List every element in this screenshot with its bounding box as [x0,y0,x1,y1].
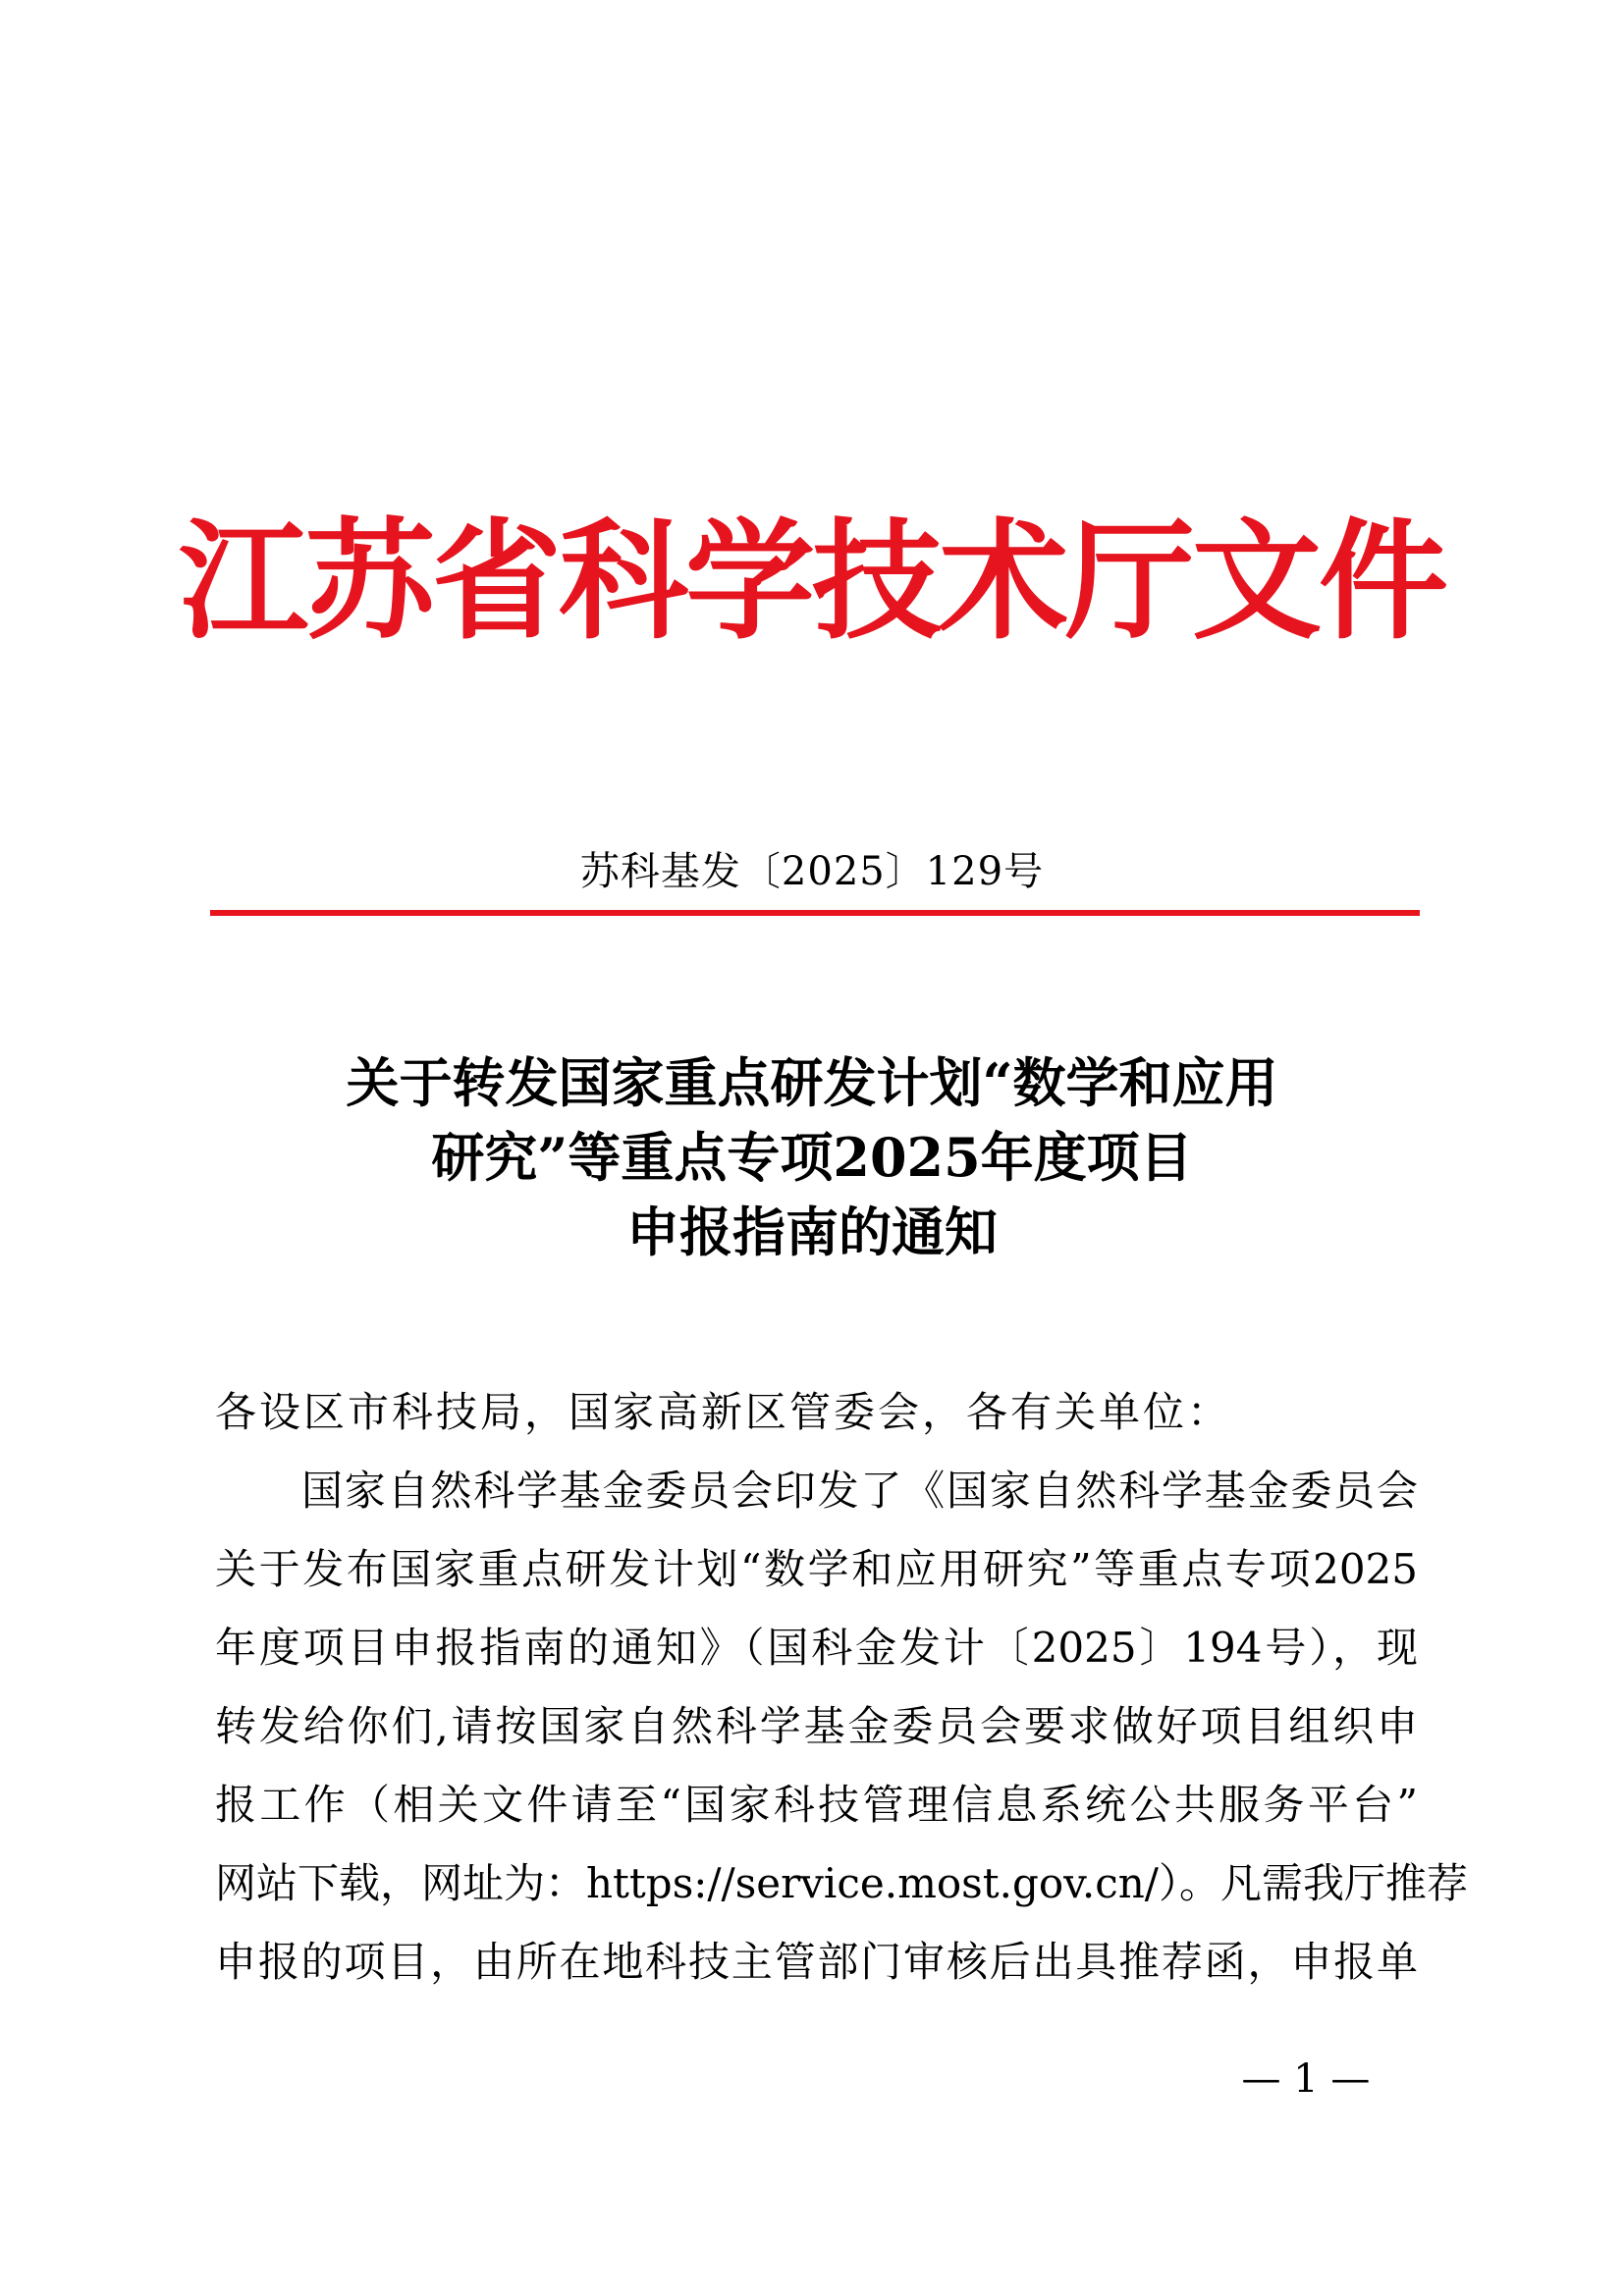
body-line: 申报的项目，由所在地科技主管部门审核后出具推荐函，申报单 [215,1938,1418,1986]
body-line: 关于发布国家重点研发计划“数学和应用研究”等重点专项2025 [215,1545,1418,1593]
document-number: 苏科基发〔2025〕129号 [579,849,1045,894]
notice-title-line: 申报指南的通知 [626,1201,998,1263]
salutation: 各设区市科技局，国家高新区管委会，各有关单位： [215,1388,1232,1436]
body-line: 国家自然科学基金委员会印发了《国家自然科学基金委员会 [301,1467,1418,1515]
body-line: 网站下载，网址为：https://service.most.gov.cn/）。凡需我厅推荐 [215,1859,1468,1907]
page-number: — 1 — [1241,2056,1371,2102]
body-line: 报工作（相关文件请至“国家科技管理信息系统公共服务平台” [215,1781,1418,1829]
red-separator-rule [210,910,1420,916]
agency-header-title: 江苏省科学技术厅文件 [179,506,1445,658]
notice-title [196,1045,1428,1269]
notice-title-line: 研究”等重点专项2025年度项目 [431,1126,1193,1189]
body-paragraph [215,1463,1468,2012]
body-line: 转发给你们,请按国家自然科学基金委员会要求做好项目组织申 [215,1702,1418,1750]
body-line: 年度项目申报指南的通知》（国科金发计〔2025〕194号），现 [215,1624,1418,1672]
notice-title-line: 关于转发国家重点研发计划“数学和应用 [346,1051,1278,1114]
